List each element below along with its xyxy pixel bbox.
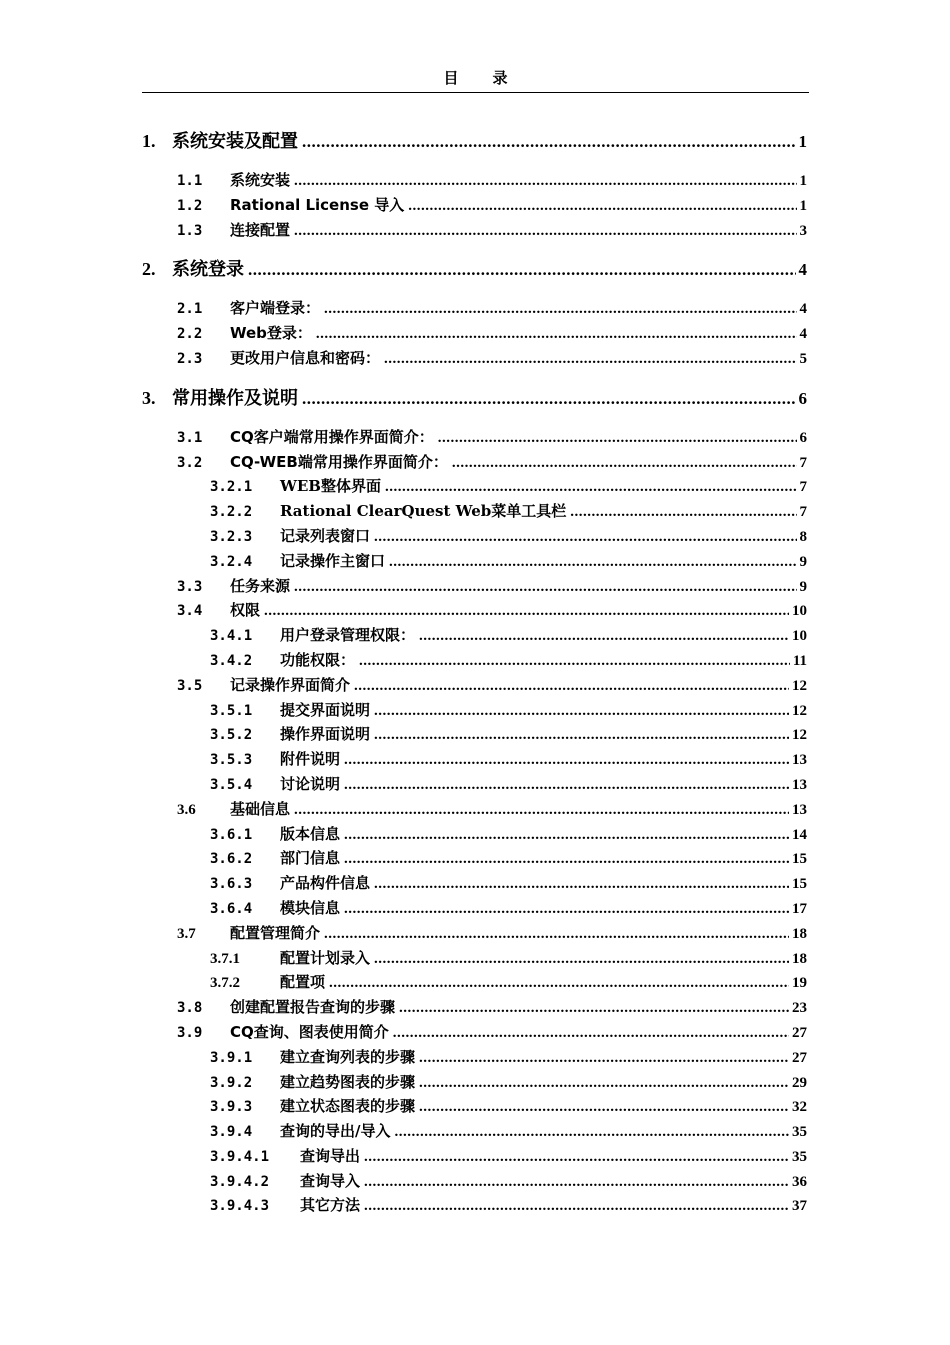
toc-title: 建立趋势图表的步骤 [280, 1072, 416, 1091]
toc-number: 3.7.2 [210, 975, 240, 992]
toc-number: 3.4.1 [210, 628, 253, 645]
toc-number: 3.9.4.2 [210, 1173, 270, 1190]
toc-entry-3-9-4-2[interactable] [142, 1169, 807, 1194]
toc-leader [570, 500, 796, 525]
toc-title: 配置项 [280, 973, 326, 992]
toc-leader [344, 748, 789, 773]
toc-title: 功能权限： [280, 650, 356, 669]
toc-entry-1[interactable] [142, 122, 807, 160]
toc-leader [384, 347, 796, 372]
toc-leader [419, 1046, 789, 1071]
table-of-contents [142, 120, 807, 1218]
toc-title: 系统登录 [172, 259, 244, 281]
toc-entry-3-6-2[interactable] [142, 846, 807, 871]
toc-page-number: 12 [792, 727, 807, 744]
toc-number: 3.5 [177, 677, 203, 694]
toc-entry-3-8[interactable] [142, 995, 807, 1020]
toc-leader [294, 798, 789, 823]
toc-leader [344, 823, 789, 848]
toc-leader [294, 219, 796, 244]
toc-number: 2.2 [177, 326, 203, 343]
toc-leader [302, 380, 796, 418]
toc-leader [385, 475, 797, 500]
toc-title: 模块信息 [280, 898, 341, 917]
toc-entry-3-2-2[interactable] [142, 499, 807, 524]
toc-leader [393, 1021, 789, 1046]
toc-number: 3.6.4 [210, 900, 253, 917]
toc-leader [364, 1170, 789, 1195]
toc-number: 3.3 [177, 578, 203, 595]
toc-number: 3.2.3 [210, 528, 253, 545]
toc-page-number: 35 [792, 1148, 807, 1165]
toc-page-number: 1 [799, 173, 807, 189]
toc-entry-3-7-1[interactable] [142, 946, 807, 971]
toc-page-number: 5 [799, 350, 807, 367]
toc-number: 3.2.4 [210, 553, 253, 570]
toc-leader [419, 624, 789, 649]
toc-page-number: 37 [792, 1198, 807, 1215]
toc-title: 基础信息 [230, 799, 291, 818]
toc-leader [294, 169, 796, 194]
toc-title: 权限 [230, 601, 261, 620]
toc-entry-3-9-3[interactable] [142, 1094, 807, 1119]
toc-number: 3.6.3 [210, 876, 253, 893]
toc-page-number: 32 [792, 1099, 807, 1116]
toc-title: 系统安装及配置 [172, 131, 298, 152]
toc-title: 讨论说明 [280, 774, 341, 793]
toc-number: 3.7 [177, 925, 196, 942]
toc-entry-3-2-4[interactable] [142, 549, 807, 574]
toc-entry-3-4-2[interactable] [142, 648, 807, 673]
toc-page-number: 11 [792, 652, 807, 669]
toc-page-number: 12 [792, 677, 807, 694]
toc-leader [344, 897, 789, 922]
toc-page-number: 1 [799, 197, 807, 214]
toc-number: 3.7.1 [210, 950, 240, 967]
toc-leader [324, 297, 796, 322]
toc-number: 3.4.2 [210, 652, 253, 669]
toc-title: CQ-WEB端常用操作界面简介： [230, 452, 448, 471]
toc-leader [374, 525, 796, 550]
toc-entry-3-9-2[interactable] [142, 1070, 807, 1095]
toc-entry-1-2[interactable] [142, 193, 807, 218]
toc-page-number: 35 [792, 1124, 807, 1141]
page-title: 目录 [443, 69, 542, 87]
toc-entry-3-6-3[interactable] [142, 871, 807, 896]
toc-page-number: 10 [792, 628, 807, 645]
toc-number: 3.2.2 [210, 504, 253, 521]
toc-entry-1-3[interactable] [142, 218, 807, 243]
toc-entry-3-6[interactable] [142, 797, 807, 822]
toc-title: 创建配置报告查询的步骤 [230, 998, 396, 1017]
toc-leader [302, 123, 796, 161]
toc-title: 其它方法 [300, 1196, 361, 1215]
toc-entry-3-6-4[interactable] [142, 896, 807, 921]
toc-page-number: 27 [792, 1024, 807, 1041]
toc-page-number: 7 [799, 454, 807, 471]
toc-number: 3. [142, 387, 156, 408]
toc-title: 任务来源 [230, 576, 291, 595]
toc-number: 3.9 [177, 1024, 203, 1041]
toc-page-number: 4 [799, 301, 807, 318]
toc-title: 产品构件信息 [280, 874, 371, 893]
toc-leader [344, 847, 789, 872]
toc-number: 3.2.1 [210, 479, 253, 496]
toc-title: 记录列表窗口 [280, 526, 371, 545]
toc-leader [438, 426, 797, 451]
toc-page-number: 36 [792, 1173, 807, 1190]
page-header [142, 64, 809, 93]
toc-number: 3.5.3 [210, 752, 253, 769]
toc-entry-3-7-2[interactable] [142, 970, 807, 995]
toc-entry-3-4[interactable] [142, 598, 807, 623]
toc-leader [408, 194, 796, 219]
toc-title: 建立查询列表的步骤 [280, 1047, 416, 1066]
toc-entry-3-5[interactable] [142, 673, 807, 698]
toc-number: 2.3 [177, 350, 203, 367]
toc-title: 系统安装 [230, 171, 291, 189]
toc-leader [354, 674, 789, 699]
toc-leader [264, 599, 789, 624]
toc-page-number: 9 [799, 578, 807, 595]
toc-page-number: 17 [792, 900, 807, 917]
toc-number: 1.1 [177, 173, 203, 189]
toc-number: 3.5.2 [210, 727, 253, 744]
toc-leader [344, 773, 789, 798]
toc-number: 3.9.4.3 [210, 1198, 270, 1215]
toc-entry-3-9-4-3[interactable] [142, 1193, 807, 1218]
toc-entry-3-5-1[interactable] [142, 698, 807, 723]
toc-number: 3.4 [177, 603, 203, 620]
toc-entry-3-6-1[interactable] [142, 822, 807, 847]
toc-title: 配置管理简介 [230, 923, 321, 942]
toc-page-number: 13 [792, 752, 807, 769]
toc-entry-3-9-4[interactable] [142, 1119, 807, 1144]
toc-page-number: 15 [792, 851, 807, 868]
toc-title: 查询导入 [300, 1171, 361, 1190]
toc-number: 2.1 [177, 301, 203, 318]
toc-entry-3-1[interactable] [142, 425, 807, 450]
toc-title: 连接配置 [230, 220, 291, 239]
toc-title: 附件说明 [280, 750, 341, 769]
toc-title: Web登录： [230, 324, 312, 343]
toc-number: 3.8 [177, 1000, 203, 1017]
toc-number: 3.9.4.1 [210, 1148, 270, 1165]
toc-entry-3-2-1[interactable] [142, 474, 807, 499]
toc-title: Rational ClearQuest Web菜单工具栏 [280, 502, 567, 521]
toc-number: 3.6.2 [210, 851, 253, 868]
toc-leader [419, 1095, 789, 1120]
toc-leader [374, 723, 789, 748]
toc-title: 更改用户信息和密码： [230, 348, 381, 367]
toc-entry-3-9[interactable] [142, 1020, 807, 1045]
toc-title: CQ查询、图表使用简介 [230, 1022, 389, 1041]
toc-title: 配置计划录入 [280, 948, 371, 967]
toc-page-number: 29 [792, 1074, 807, 1091]
toc-page-number: 18 [792, 925, 807, 942]
toc-entry-2[interactable] [142, 250, 807, 288]
toc-entry-3-5-4[interactable] [142, 772, 807, 797]
toc-number: 3.9.4 [210, 1124, 253, 1141]
toc-entry-2-3[interactable] [142, 346, 807, 371]
toc-title: 提交界面说明 [280, 700, 371, 719]
toc-page-number: 6 [799, 429, 807, 446]
toc-page-number: 3 [799, 222, 807, 239]
toc-entry-3-3[interactable] [142, 574, 807, 599]
toc-leader [419, 1071, 789, 1096]
toc-page-number: 7 [799, 479, 807, 496]
toc-leader [452, 451, 797, 476]
toc-leader [374, 947, 789, 972]
toc-leader [324, 922, 789, 947]
toc-page-number: 12 [792, 702, 807, 719]
toc-page-number: 9 [799, 553, 807, 570]
toc-title: 客户端登录： [230, 299, 321, 318]
toc-entry-3-4-1[interactable] [142, 623, 807, 648]
toc-page-number: 4 [799, 326, 807, 343]
toc-title: 查询的导出/导入 [280, 1122, 391, 1141]
toc-title: 查询导出 [300, 1146, 361, 1165]
toc-number: 2. [142, 259, 156, 280]
toc-title: 记录操作主窗口 [280, 551, 386, 570]
toc-title: 记录操作界面简介 [230, 675, 351, 694]
toc-leader [364, 1145, 789, 1170]
toc-number: 1.3 [177, 222, 203, 239]
toc-leader [364, 1194, 789, 1219]
toc-number: 3.9.3 [210, 1099, 253, 1116]
toc-title: CQ客户端常用操作界面简介： [230, 427, 434, 446]
toc-title: 版本信息 [280, 824, 341, 843]
toc-page-number: 1 [798, 132, 807, 151]
toc-number: 3.2 [177, 454, 203, 471]
toc-page-number: 18 [792, 950, 807, 967]
toc-entry-1-1[interactable] [142, 168, 807, 193]
toc-leader [294, 575, 796, 600]
toc-leader [359, 649, 790, 674]
toc-number: 1. [142, 131, 156, 151]
toc-page-number: 14 [792, 826, 807, 843]
toc-page-number: 23 [792, 1000, 807, 1017]
toc-page-number: 7 [799, 504, 807, 521]
toc-page-number: 19 [792, 975, 807, 992]
toc-title: Rational License 导入 [230, 195, 405, 214]
toc-page-number: 4 [798, 260, 807, 280]
toc-number: 3.5.1 [210, 702, 253, 719]
toc-leader [389, 550, 796, 575]
toc-page-number: 13 [792, 776, 807, 793]
toc-entry-3-9-4-1[interactable] [142, 1144, 807, 1169]
toc-entry-3-5-3[interactable] [142, 747, 807, 772]
toc-entry-3[interactable] [142, 379, 807, 417]
toc-title: 用户登录管理权限： [280, 626, 416, 645]
toc-page-number: 15 [792, 876, 807, 893]
toc-page-number: 10 [792, 603, 807, 620]
toc-number: 1.2 [177, 197, 203, 214]
toc-page-number: 6 [798, 388, 807, 408]
toc-title: 建立状态图表的步骤 [280, 1097, 416, 1116]
toc-page-number: 13 [792, 801, 807, 818]
toc-page-number: 8 [799, 528, 807, 545]
toc-leader [394, 1120, 789, 1145]
toc-entry-2-2[interactable] [142, 321, 807, 346]
toc-entry-3-2-3[interactable] [142, 524, 807, 549]
toc-number: 3.5.4 [210, 776, 253, 793]
toc-leader [399, 996, 789, 1021]
toc-number: 3.6 [177, 801, 196, 818]
toc-leader [374, 872, 789, 897]
toc-page-number: 27 [792, 1049, 807, 1066]
toc-title: WEB整体界面 [280, 477, 381, 496]
toc-leader [316, 322, 797, 347]
toc-leader [329, 971, 789, 996]
toc-title: 操作界面说明 [280, 725, 371, 744]
toc-number: 3.1 [177, 429, 203, 446]
toc-entry-3-9-1[interactable] [142, 1045, 807, 1070]
toc-number: 3.9.1 [210, 1049, 253, 1066]
toc-entry-2-1[interactable] [142, 296, 807, 321]
toc-entry-3-7[interactable] [142, 921, 807, 946]
toc-entry-3-5-2[interactable] [142, 722, 807, 747]
toc-number: 3.9.2 [210, 1074, 253, 1091]
toc-leader [374, 699, 789, 724]
toc-number: 3.6.1 [210, 826, 253, 843]
toc-leader [248, 251, 796, 289]
toc-title: 常用操作及说明 [172, 387, 298, 409]
toc-entry-3-2[interactable] [142, 450, 807, 475]
toc-title: 部门信息 [280, 849, 341, 868]
